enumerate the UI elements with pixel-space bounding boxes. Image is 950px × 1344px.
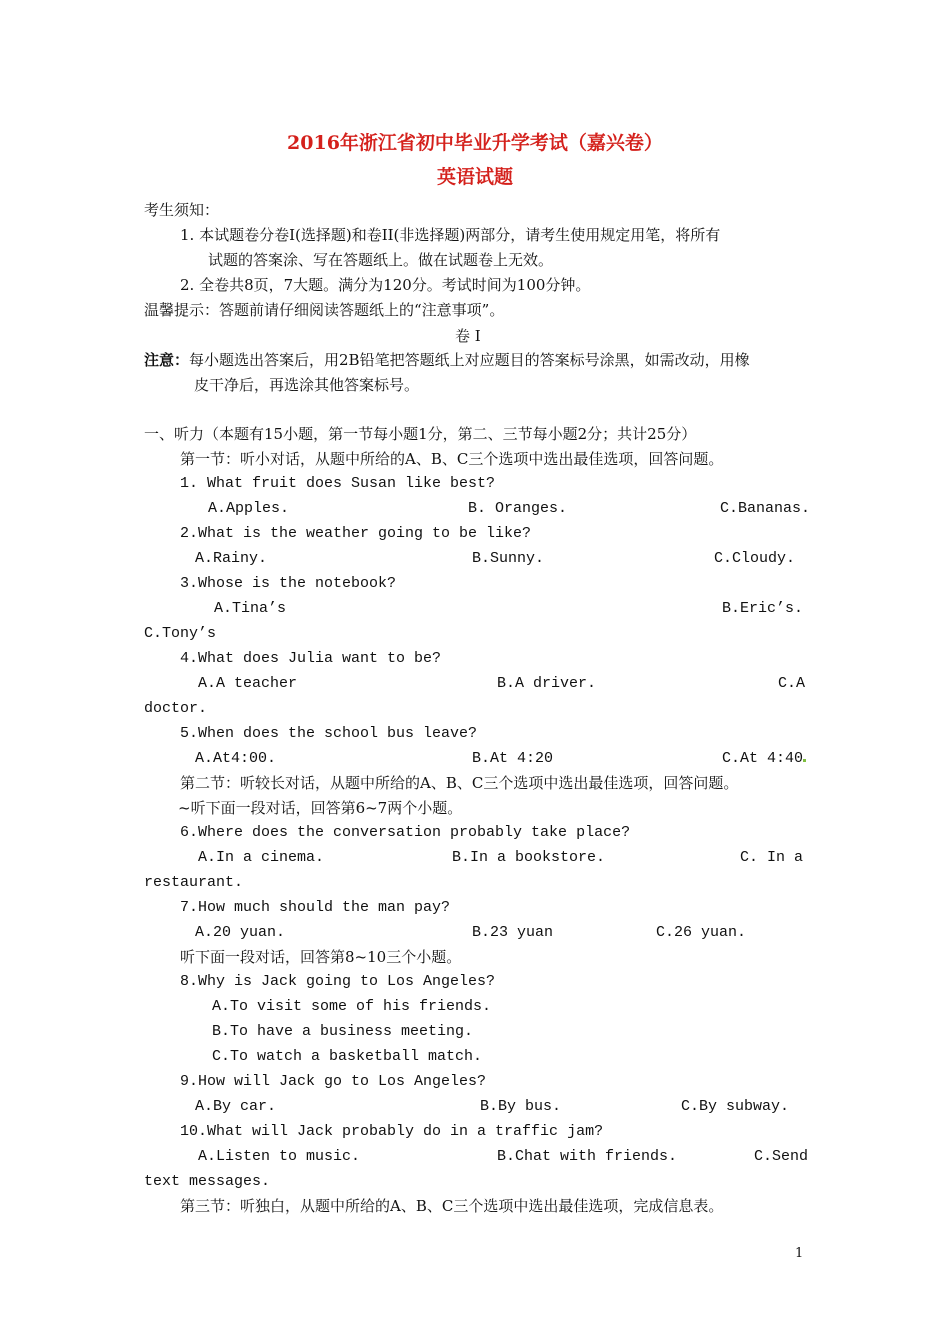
q10-option-a: A.Listen to music. xyxy=(198,1148,361,1165)
q7-option-b: B.23 yuan xyxy=(472,924,554,941)
q10-option-b: B.Chat with friends. xyxy=(497,1148,678,1165)
q1-option-b: B. Oranges. xyxy=(468,500,568,517)
q6-option-a: A.In a cinema. xyxy=(198,849,325,866)
q5-option-a: A.At4:00. xyxy=(195,750,277,767)
exam-title: 2016年浙江省初中毕业升学考试（嘉兴卷） xyxy=(287,132,663,154)
page-number: 1 xyxy=(795,1246,804,1261)
q6-option-c-cont: restaurant. xyxy=(144,874,244,891)
attention-line xyxy=(144,350,750,370)
q3-option-a: A.Tina’s xyxy=(214,600,287,617)
q4-option-c-cont: doctor. xyxy=(144,700,208,717)
q2-option-a: A.Rainy. xyxy=(195,550,268,567)
q9-option-a: A.By car. xyxy=(195,1098,277,1115)
question-2: 2.What is the weather going to be like? xyxy=(180,525,532,542)
q5-option-b: B.At 4:20 xyxy=(472,750,554,767)
q1-option-c: C.Bananas. xyxy=(720,500,811,517)
question-4: 4.What does Julia want to be? xyxy=(180,650,442,667)
q5-option-c-line xyxy=(722,749,806,769)
question-7: 7.How much should the man pay? xyxy=(180,899,451,916)
listening-heading: 一、听力（本题有15小题，第一节每小题1分，第二、三节每小题2分；共计25分） xyxy=(144,425,697,443)
attention-label: 注意： xyxy=(144,351,190,369)
q8-option-a: A.To visit some of his friends. xyxy=(212,998,492,1015)
exam-subtitle: 英语试题 xyxy=(436,166,513,188)
q3-option-b: B.Eric’s. xyxy=(722,600,804,617)
q7-option-c: C.26 yuan. xyxy=(656,924,747,941)
q9-option-b: B.By bus. xyxy=(480,1098,562,1115)
notice-tip: 温馨提示：答题前请仔细阅读答题纸上的“注意事项”。 xyxy=(144,301,505,319)
q2-option-b: B.Sunny. xyxy=(472,550,545,567)
section-2-instruction: 第二节：听较长对话，从题中所给的A、B、C三个选项中选出最佳选项，回答问题。 xyxy=(180,774,739,792)
q1-option-a: A.Apples. xyxy=(208,500,290,517)
volume-label: 卷 Ⅰ xyxy=(455,327,481,345)
question-6: 6.Where does the conversation probably take place? xyxy=(180,824,631,841)
question-5: 5.When does the school bus leave? xyxy=(180,725,478,742)
q4-option-c: C.A xyxy=(778,675,806,692)
section-1-instruction: 第一节：听小对话，从题中所给的A、B、C三个选项中选出最佳选项，回答问题。 xyxy=(180,450,724,468)
attention-text: 每小题选出答案后，用2B铅笔把答题纸上对应题目的答案标号涂黑，如需改动，用橡 xyxy=(189,351,750,369)
section-2-intro-1: ~听下面一段对话，回答第6~7两个小题。 xyxy=(178,799,463,817)
q6-option-b: B.In a bookstore. xyxy=(452,849,606,866)
q4-option-a: A.A teacher xyxy=(198,675,298,692)
section-3-instruction: 第三节：听独白，从题中所给的A、B、C三个选项中选出最佳选项，完成信息表。 xyxy=(180,1197,724,1215)
question-8: 8.Why is Jack going to Los Angeles? xyxy=(180,973,496,990)
question-9: 9.How will Jack go to Los Angeles? xyxy=(180,1073,487,1090)
q8-option-b: B.To have a business meeting. xyxy=(212,1023,474,1040)
q2-option-c: C.Cloudy. xyxy=(714,550,796,567)
q10-option-c: C.Send xyxy=(754,1148,809,1165)
section-2-intro-2: 听下面一段对话，回答第8~10三个小题。 xyxy=(180,948,462,966)
q6-option-c: C. In a xyxy=(740,849,804,866)
q4-option-b: B.A driver. xyxy=(497,675,597,692)
q10-option-c-cont: text messages. xyxy=(144,1173,271,1190)
notice-heading: 考生须知： xyxy=(144,201,220,219)
attention-text-cont: 皮干净后，再选涂其他答案标号。 xyxy=(194,376,420,394)
q3-option-c: C.Tony’s xyxy=(144,625,217,642)
green-dot-icon xyxy=(803,759,806,762)
notice-item-1: 1. 本试题卷分卷Ⅰ(选择题)和卷II(非选择题)两部分，请考生使用规定用笔，将所有 xyxy=(180,226,721,244)
notice-item-1-cont: 试题的答案涂、写在答题纸上。做在试题卷上无效。 xyxy=(208,251,554,269)
q7-option-a: A.20 yuan. xyxy=(195,924,286,941)
question-1: 1. What fruit does Susan like best? xyxy=(180,475,496,492)
q5-option-c: C.At 4:40 xyxy=(722,750,804,767)
question-3: 3.Whose is the notebook? xyxy=(180,575,397,592)
q8-option-c: C.To watch a basketball match. xyxy=(212,1048,483,1065)
question-10: 10.What will Jack probably do in a traffic jam? xyxy=(180,1123,604,1140)
notice-item-2: 2. 全卷共8页，7大题。满分为120分。考试时间为100分钟。 xyxy=(180,276,591,294)
q9-option-c: C.By subway. xyxy=(681,1098,790,1115)
